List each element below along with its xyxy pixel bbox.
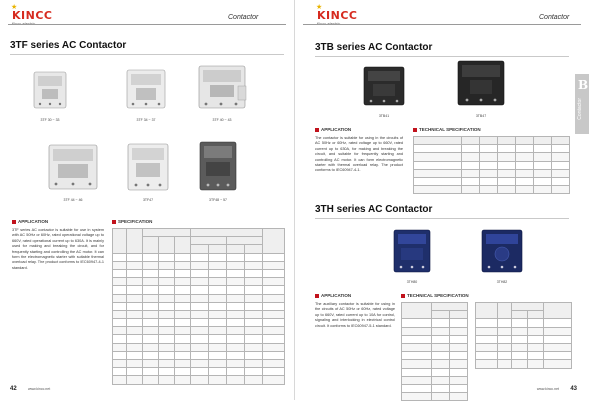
table-row [113,319,285,327]
table-row [402,343,468,351]
table-row [113,351,285,359]
section-name: Contactor [228,14,259,21]
title-3th: 3TH series AC Contactor [315,204,433,215]
table-row [476,335,572,343]
photo-caption: 3TF 44 ~ 46 [63,198,83,202]
logo-star-icon: ★ [316,3,323,11]
tech-spec-table-3tb [413,136,570,194]
application-text-3tb: The contactor is suitable for using in the circuits of AC 50Hz or 60Hz, rated voltage up to 660V, rated current up to 630A, for making and breaking the circuit, and suitable for frequently starting and controlling AC motor. It can form electromagnetic starter with thermal overload relay. The product conforms to IEC60947-4-1. [315,136,403,173]
product-photo-3tb41 [359,62,409,110]
photo-caption: 3TF47 [142,198,154,202]
table-row [476,360,572,368]
table-row [476,303,572,311]
bullet-square-icon [315,128,319,132]
brand-logo: ★ KINCC Kincc electric [11,3,53,26]
photo-caption: 3TH80 [406,280,418,284]
tech-spec-table-3th-a [401,302,468,401]
table-row [402,384,468,392]
bullet-square-icon [12,220,16,224]
table-row [402,376,468,384]
photo-caption: 3TF 34 ~ 37 [136,118,156,122]
table-row [476,327,572,335]
table-row [113,253,285,261]
table-row [113,278,285,286]
table-row [113,310,285,318]
table-row [414,186,570,194]
photo-caption: 3TF48 ~ 57 [209,198,227,202]
page-url: www.kincc.net [536,387,559,391]
photo-caption: 3TF 30 ~ 33 [40,118,60,122]
table-row [113,327,285,335]
table-row [113,376,285,384]
product-photo-3tf47 [122,140,174,194]
table-row [414,161,570,169]
side-tab: B Contactor [575,74,589,134]
table-row [414,137,570,145]
table-row [113,286,285,294]
title-rule [315,218,569,219]
section-name: Contactor [539,14,570,21]
product-photo-3tf34 [122,64,170,114]
bullet-square-icon [413,128,417,132]
application-text: 3TF series AC contactor is suitable for use in system with AC 50Hz or 60Hz, rated operational voltage up to 660V, rated operational current up to 630A. It is mainly used for making and breaking the circuit, and for frequently starting and controlling the AC motor. It can form the electromagnetic starter with suitable thermal overload relay. The product conforms to IEC60947-4-1 standard. [12,228,104,270]
table-row [402,335,468,343]
title-rule [315,56,569,57]
logo-star-icon: ★ [11,3,18,11]
table-row [113,229,285,237]
specification-table [112,228,285,385]
photo-caption: 3TH82 [496,280,508,284]
brand-logo: ★ KINCC Kincc electric [316,3,358,26]
bullet-square-icon [112,220,116,224]
title-rule [10,54,284,55]
table-row [402,327,468,335]
table-row [113,294,285,302]
page-number: 42 [10,386,17,392]
bullet-square-icon [401,294,405,298]
page-url: www.kincc.net [28,387,51,391]
table-row [414,169,570,177]
table-row [476,319,572,327]
photo-caption: 3TB47 [475,114,487,118]
photo-caption: 3TB41 [378,114,390,118]
table-row [402,319,468,327]
application-text-3th: The auxiliary contactor is suitable for using in the circuits of AC 50Hz or 60Hz, rated voltage up to 660V, rated current up to 10A for control, signaling and interlocking in electrical control circuit. It conforms to IEC60947-5-1 standard. [315,302,395,328]
tech-spec-heading-3th: TECHNICAL SPECIFICATION [401,293,469,298]
product-photo-3tf40 [194,60,250,114]
page-number: 43 [570,386,577,392]
table-row [476,352,572,360]
table-row [113,360,285,368]
application-heading: APPLICATION [12,219,48,224]
table-row [402,352,468,360]
photo-caption: 3TF 40 ~ 43 [212,118,232,122]
table-row [402,303,468,311]
table-row [414,145,570,153]
left-page [0,0,294,400]
table-row [476,343,572,351]
header-rule [8,24,286,25]
product-photo-3tf44 [44,140,102,194]
table-row [402,360,468,368]
table-row [113,269,285,277]
table-row [113,261,285,269]
table-row [113,302,285,310]
product-photo-3tf30 [28,66,72,114]
application-heading-3th: APPLICATION [315,293,351,298]
table-row [113,335,285,343]
table-row [414,153,570,161]
table-row [414,177,570,185]
right-page [295,0,589,400]
product-photo-3tf48 [194,138,242,194]
page-title: 3TF series AC Contactor [10,40,127,51]
product-photo-3tb47 [453,56,509,110]
bullet-square-icon [315,294,319,298]
application-heading: APPLICATION [315,127,351,132]
tech-spec-table-3th-b [475,302,572,369]
tech-spec-heading: TECHNICAL SPECIFICATION [413,127,481,132]
table-row [113,368,285,376]
header-rule [303,24,581,25]
specification-heading: SPECIFICATION [112,219,152,224]
title-3tb: 3TB series AC Contactor [315,42,433,53]
table-row [402,368,468,376]
product-photo-3th80 [389,226,435,276]
product-photo-3th82 [477,226,527,276]
table-row [113,343,285,351]
